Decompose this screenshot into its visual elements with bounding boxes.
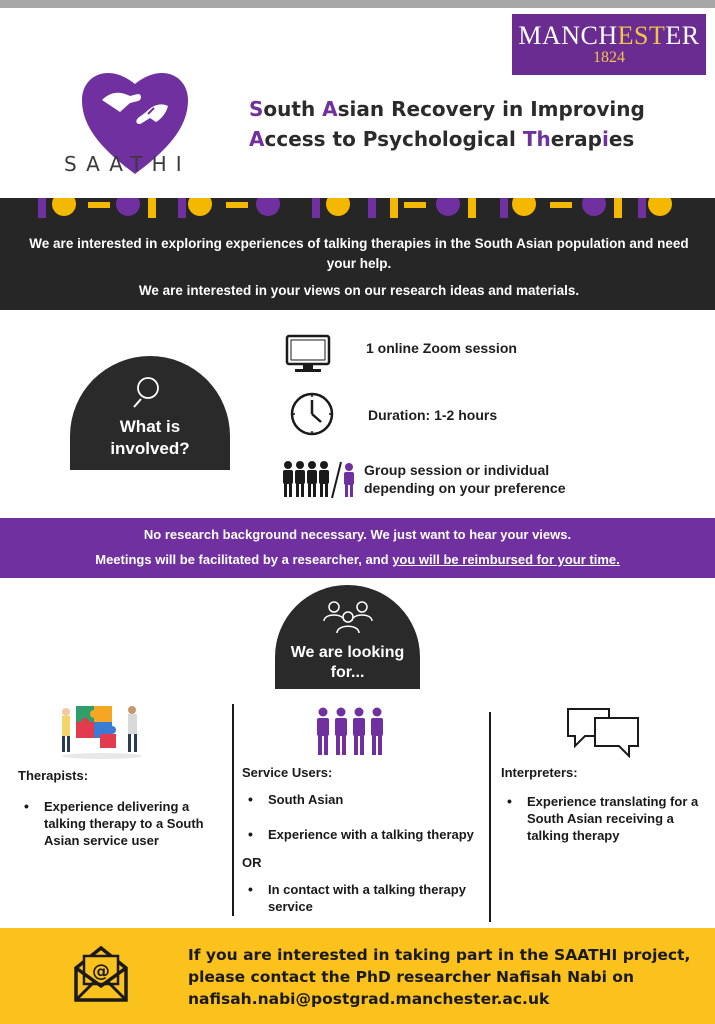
magnifier-icon bbox=[130, 372, 170, 412]
title-text: sian bbox=[337, 97, 392, 121]
university-logo bbox=[512, 14, 706, 75]
contact-line: If you are interested in taking part in the SAATHI project, bbox=[188, 946, 691, 964]
title-line bbox=[249, 124, 679, 154]
clock-icon bbox=[289, 391, 335, 437]
contact-email-link[interactable]: nafisah.nabi@postgrad.manchester.ac.uk bbox=[188, 990, 550, 1008]
badge-line: What is bbox=[119, 417, 181, 436]
people-network-icon bbox=[318, 599, 378, 639]
duration-text: Duration: 1-2 hours bbox=[368, 407, 498, 423]
title-text: es bbox=[608, 127, 635, 151]
column-divider bbox=[489, 712, 491, 922]
service-users-list-2 bbox=[242, 826, 487, 843]
list-item: • Experience with a talking therapy bbox=[242, 826, 487, 843]
group-session-line: Group session or individual bbox=[364, 462, 550, 478]
interpreters-heading: Interpreters: bbox=[501, 765, 578, 780]
column-divider bbox=[232, 704, 234, 916]
title-text: ecovery in Improving bbox=[406, 97, 645, 121]
service-users-list-3 bbox=[242, 881, 487, 915]
badge-line: for... bbox=[330, 664, 365, 681]
title-text: erap bbox=[550, 127, 602, 151]
email-envelope-icon bbox=[72, 942, 130, 1004]
svg-text:@: @ bbox=[92, 961, 110, 982]
what-is-involved-badge bbox=[70, 356, 230, 470]
intro-banner bbox=[0, 198, 715, 310]
list-item: • South Asian bbox=[242, 791, 487, 808]
university-year: 1824 bbox=[593, 49, 625, 66]
university-name: MANCHESTER bbox=[518, 21, 700, 50]
page-title bbox=[249, 94, 679, 154]
saathi-wordmark: SAATHI bbox=[64, 152, 191, 176]
contact-banner bbox=[0, 928, 715, 1024]
notice-text: No research background necessary. We just want to hear your views. bbox=[143, 527, 572, 542]
list-item: • Experience translating for a South Asian receiving a talking therapy bbox=[501, 793, 711, 844]
service-users-list bbox=[242, 791, 487, 808]
badge-line: We are looking bbox=[290, 644, 405, 661]
title-highlight-letter: S bbox=[249, 97, 264, 121]
people-icon bbox=[314, 707, 386, 757]
list-item: • In contact with a talking therapy service bbox=[242, 881, 487, 915]
chat-bubbles-icon bbox=[565, 706, 641, 758]
therapists-heading: Therapists: bbox=[18, 768, 89, 783]
title-text: R bbox=[391, 97, 407, 121]
title-text: ccess to Psychological bbox=[264, 127, 523, 151]
reimbursed-underline: you will be reimbursed for your time. bbox=[392, 552, 620, 567]
top-rule bbox=[0, 0, 715, 8]
group-session-text bbox=[364, 461, 604, 497]
service-users-heading: Service Users: bbox=[242, 765, 333, 780]
therapists-list bbox=[18, 798, 218, 849]
title-highlight-letter: A bbox=[322, 97, 338, 121]
interpreters-list bbox=[501, 793, 711, 844]
title-text: outh bbox=[263, 97, 323, 121]
contact-text bbox=[188, 944, 708, 1010]
contact-line: please contact the PhD researcher Nafisah Nabi on bbox=[188, 968, 634, 986]
title-line bbox=[249, 94, 679, 124]
title-highlight-letter: A bbox=[249, 127, 265, 151]
puzzle-team-icon bbox=[56, 698, 148, 760]
intro-text: We are interested in exploring experiences of talking therapies in the South Asian population and need your help. bbox=[29, 236, 689, 271]
people-group-icon bbox=[281, 460, 361, 500]
group-session-line: depending on your preference bbox=[364, 480, 566, 496]
looking-for-badge bbox=[275, 585, 420, 689]
title-highlight-letter: i bbox=[601, 127, 609, 151]
monitor-icon bbox=[285, 334, 331, 374]
list-item: • Experience delivering a talking therapy to a South Asian service user bbox=[18, 798, 218, 849]
or-label: OR bbox=[242, 855, 262, 870]
zoom-session-text: 1 online Zoom session bbox=[366, 340, 517, 356]
notice-text-reimbursed: Meetings will be facilitated by a researcher, and you will be reimbursed for your time. bbox=[95, 552, 620, 567]
notice-banner bbox=[0, 518, 715, 578]
intro-text-views: We are interested in your views on our research ideas and materials. bbox=[138, 283, 580, 298]
decorative-pattern bbox=[0, 198, 715, 222]
badge-line: involved? bbox=[110, 439, 190, 458]
title-highlight-letter: Th bbox=[522, 127, 551, 151]
